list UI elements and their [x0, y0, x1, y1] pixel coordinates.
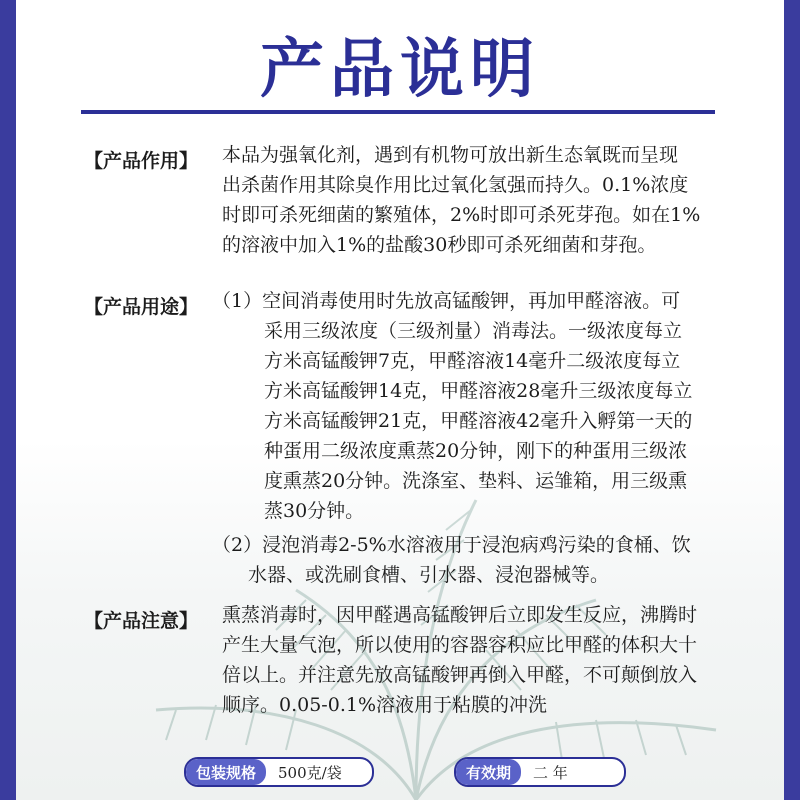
- notice-line: 熏蒸消毒时，因甲醛遇高锰酸钾后立即发生反应，沸腾时: [222, 604, 698, 626]
- usage-line: 采用三级浓度（三级剂量）消毒法。一级浓度每立: [264, 320, 683, 342]
- usage-item-1-first: （1）空间消毒使用时先放高锰酸钾，再加甲醛溶液。可: [212, 290, 681, 312]
- usage-label: 【产品用途】: [84, 296, 199, 318]
- title-divider: [81, 110, 715, 114]
- package-spec-label: 包装规格: [186, 759, 266, 785]
- validity-value: 二 年: [533, 763, 568, 782]
- usage-line: 方米高锰酸钾21克，甲醛溶液42毫升入孵第一天的: [264, 410, 693, 432]
- effect-line: 时即可杀死细菌的繁殖体，2%时即可杀死芽孢。如在1%: [222, 204, 701, 226]
- notice-line: 倍以上。并注意先放高锰酸钾再倒入甲醛，不可颠倒放入: [222, 664, 698, 686]
- effect-line: 出杀菌作用其除臭作用比过氧化氢强而持久。0.1%浓度: [222, 174, 689, 196]
- effect-line: 的溶液中加入1%的盐酸30秒即可杀死细菌和芽孢。: [222, 234, 657, 256]
- notice-text: [222, 600, 697, 720]
- package-spec-badge: [184, 757, 374, 787]
- validity-label: 有效期: [456, 759, 521, 785]
- notice-line: 产生大量气泡，所以使用的容器容积应比甲醛的体积大十: [222, 634, 698, 656]
- usage-line: 方米高锰酸钾7克，甲醛溶液14毫升二级浓度每立: [264, 350, 681, 372]
- usage-line: 种蛋用二级浓度熏蒸20分钟，刚下的种蛋用三级浓: [264, 440, 688, 462]
- usage-item-2-rest: 水器、或洗刷食槽、引水器、浸泡器械等。: [248, 564, 610, 586]
- usage-item-2-first: （2）浸泡消毒2-5%水溶液用于浸泡病鸡污染的食桶、饮: [212, 534, 691, 556]
- effect-label: 【产品作用】: [84, 150, 199, 172]
- validity-badge: [454, 757, 626, 787]
- usage-line: 度熏蒸20分钟。洗涤室、垫料、运雏箱，用三级熏: [264, 470, 688, 492]
- effect-text: [222, 140, 700, 260]
- notice-line: 顺序。0.05-0.1%溶液用于粘膜的冲洗: [222, 694, 547, 716]
- package-spec-value: 500克/袋: [278, 763, 342, 782]
- product-sheet: [16, 0, 784, 800]
- effect-line: 本品为强氧化剂，遇到有机物可放出新生态氧既而呈现: [222, 144, 679, 166]
- usage-item-1-text: [264, 316, 692, 526]
- notice-label: 【产品注意】: [84, 610, 199, 632]
- usage-line: 蒸30分钟。: [264, 500, 365, 522]
- usage-line: 方米高锰酸钾14克，甲醛溶液28毫升三级浓度每立: [264, 380, 693, 402]
- page-title: 产品说明: [260, 33, 540, 107]
